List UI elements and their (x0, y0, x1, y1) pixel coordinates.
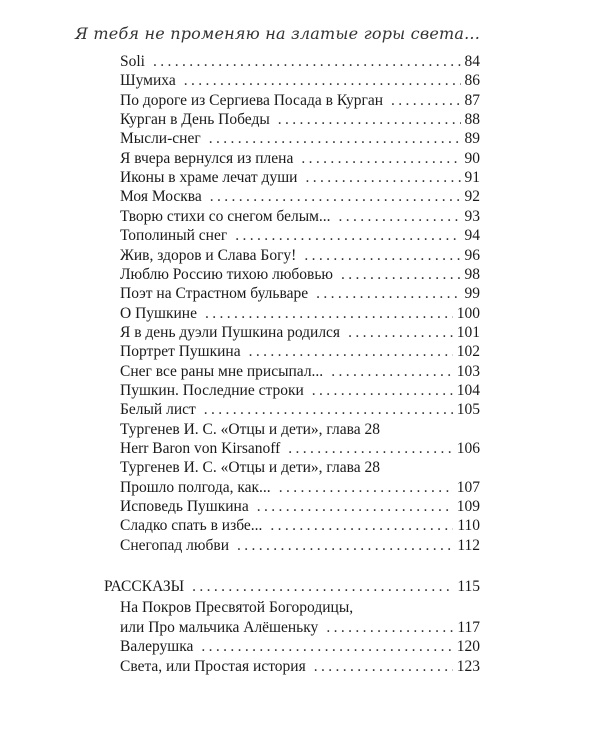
toc-entry-page: 104 (456, 381, 480, 399)
toc-entry (120, 304, 480, 324)
dot-leader (391, 91, 460, 111)
dot-leader (312, 381, 453, 401)
toc-entry-page: 115 (457, 578, 480, 596)
toc-entry-title: Сладко спать в избе... (120, 517, 263, 535)
toc-entry-title: Моя Москва (120, 188, 202, 206)
toc-entry (120, 110, 480, 130)
toc-entry (120, 516, 480, 536)
toc-entry-title: По дороге из Сергиева Посада в Курган (120, 91, 384, 109)
toc-entry-page: 94 (464, 227, 480, 245)
toc-entry (120, 381, 480, 401)
toc-entry-title: Иконы в храме лечат души (120, 169, 298, 187)
dot-leader (201, 637, 452, 657)
dot-leader (326, 618, 453, 638)
dot-leader (348, 323, 453, 343)
toc-entry (120, 420, 480, 440)
toc-entry-title: Soli (120, 53, 145, 70)
toc-entry-title: Пушкин. Последние строки (120, 381, 304, 399)
dot-leader (153, 52, 461, 72)
toc-entry-page: 109 (456, 498, 480, 516)
toc-entry (120, 458, 480, 478)
toc-entry-title: Жив, здоров и Слава Богу! (120, 246, 297, 264)
toc-entry-page: 99 (464, 285, 480, 303)
toc-entry-title: Тургенев И. С. «Отцы и дети», глава 28 (120, 459, 380, 477)
toc-entry (120, 187, 480, 207)
toc-entry-title: Света, или Простая история (120, 657, 306, 675)
dot-leader (192, 577, 453, 597)
toc-entry-title: Я в день дуэли Пушкина родился (120, 323, 341, 341)
dot-leader (304, 246, 460, 266)
dot-leader (249, 342, 453, 362)
toc-entry-title: Herr Baron von Kirsanoff (120, 440, 281, 457)
toc-entry-title: Поэт на Страстном бульваре (120, 285, 309, 303)
dot-leader (209, 129, 461, 149)
dot-leader (339, 207, 461, 227)
toc-entry (120, 598, 480, 618)
toc-entry-page: 110 (457, 517, 480, 535)
toc-entry-title: Мысли-снег (120, 130, 201, 148)
dot-leader (278, 110, 461, 130)
dot-leader (341, 265, 460, 285)
toc-entry-page: 98 (464, 265, 480, 283)
dot-leader (288, 439, 452, 459)
toc-entry-title: Курган в День Победы (120, 111, 270, 129)
toc-entry-page: 91 (464, 169, 480, 187)
toc-entry-page: 96 (464, 246, 480, 264)
toc-entry (120, 226, 480, 246)
toc-entry-page: 117 (457, 618, 480, 636)
dot-leader (331, 362, 453, 382)
toc-entry-title: Я вчера вернулся из плена (120, 149, 294, 167)
toc-entry (120, 439, 480, 459)
running-head: Я тебя не променяю на златые горы света... (75, 24, 480, 43)
toc-entry (120, 149, 480, 169)
toc-entry-title: Снегопад любви (120, 536, 229, 554)
toc-entry-page: 92 (464, 188, 480, 206)
toc-entry-title: Белый лист (120, 401, 196, 419)
toc-entry-page: 100 (456, 304, 480, 322)
toc-entry-page: 102 (456, 343, 480, 361)
dot-leader (184, 71, 461, 91)
toc-entry (120, 284, 480, 304)
toc-entry-page: 101 (456, 323, 480, 341)
dot-leader (316, 284, 460, 304)
toc-entry-title: На Покров Пресвятой Богородицы, (120, 599, 354, 617)
toc-entry (120, 246, 480, 266)
toc-entry (120, 637, 480, 657)
toc-section (104, 577, 480, 597)
dot-leader (257, 497, 453, 517)
toc-entry-page: 103 (456, 362, 480, 380)
toc-entry-page: 89 (464, 130, 480, 148)
dot-leader (301, 149, 460, 169)
toc-entry-page: 90 (464, 149, 480, 167)
toc-entry-title: Снег все раны мне присыпал... (120, 362, 324, 380)
toc-entry-title: Портрет Пушкина (120, 343, 241, 361)
toc-entry-page: 106 (456, 440, 480, 457)
toc-entry-page: 120 (456, 638, 480, 656)
toc-entry (120, 52, 480, 72)
toc-entry-title: Творю стихи со снегом белым... (120, 207, 331, 225)
dot-leader (205, 304, 453, 324)
dot-leader (314, 657, 453, 677)
toc-entry-title: или Про мальчика Алёшеньку (120, 618, 319, 636)
toc-entry (120, 362, 480, 382)
toc-entry (120, 478, 480, 498)
toc-entry (120, 657, 480, 677)
toc-entry (120, 71, 480, 91)
toc-entry-title: РАССКАЗЫ (104, 578, 185, 596)
toc-entry (120, 265, 480, 285)
dot-leader (210, 187, 461, 207)
toc-entry (120, 207, 480, 227)
toc-entry-title: Тополиный снег (120, 227, 228, 245)
toc-entry (120, 400, 480, 420)
toc-entry-title: Валерушка (120, 638, 194, 656)
toc-entry-title: О Пушкине (120, 304, 197, 322)
dot-leader (279, 478, 453, 498)
toc-entry-page: 93 (464, 207, 480, 225)
toc-entry-page: 86 (464, 72, 480, 90)
dot-leader (305, 168, 460, 188)
toc-entry-title: Исповедь Пушкина (120, 498, 249, 516)
toc-entry-title: Шумиха (120, 72, 176, 90)
toc-entry-page: 88 (464, 111, 480, 129)
toc-entry (120, 618, 480, 638)
toc-entry (120, 168, 480, 188)
dot-leader (270, 516, 453, 536)
toc-entry-title: Люблю Россию тихою любовью (120, 265, 334, 283)
toc-entry-page: 105 (456, 401, 480, 419)
toc-entry-title: Тургенев И. С. «Отцы и дети», глава 28 (120, 420, 380, 438)
toc-entry-page: 112 (457, 536, 480, 554)
dot-leader (237, 536, 453, 556)
toc-entry-page: 84 (464, 53, 480, 70)
toc-entry-page: 87 (464, 91, 480, 109)
toc-entry (120, 497, 480, 517)
toc-entry-page: 123 (456, 657, 480, 675)
dot-leader (204, 400, 453, 420)
toc-entry-title: Прошло полгода, как... (120, 478, 271, 496)
toc-entry (120, 91, 480, 111)
toc-entry (120, 342, 480, 362)
toc-entry (120, 129, 480, 149)
toc-entry-page: 107 (456, 478, 480, 496)
toc-entry (120, 323, 480, 343)
dot-leader (235, 226, 460, 246)
toc-entry (120, 536, 480, 556)
